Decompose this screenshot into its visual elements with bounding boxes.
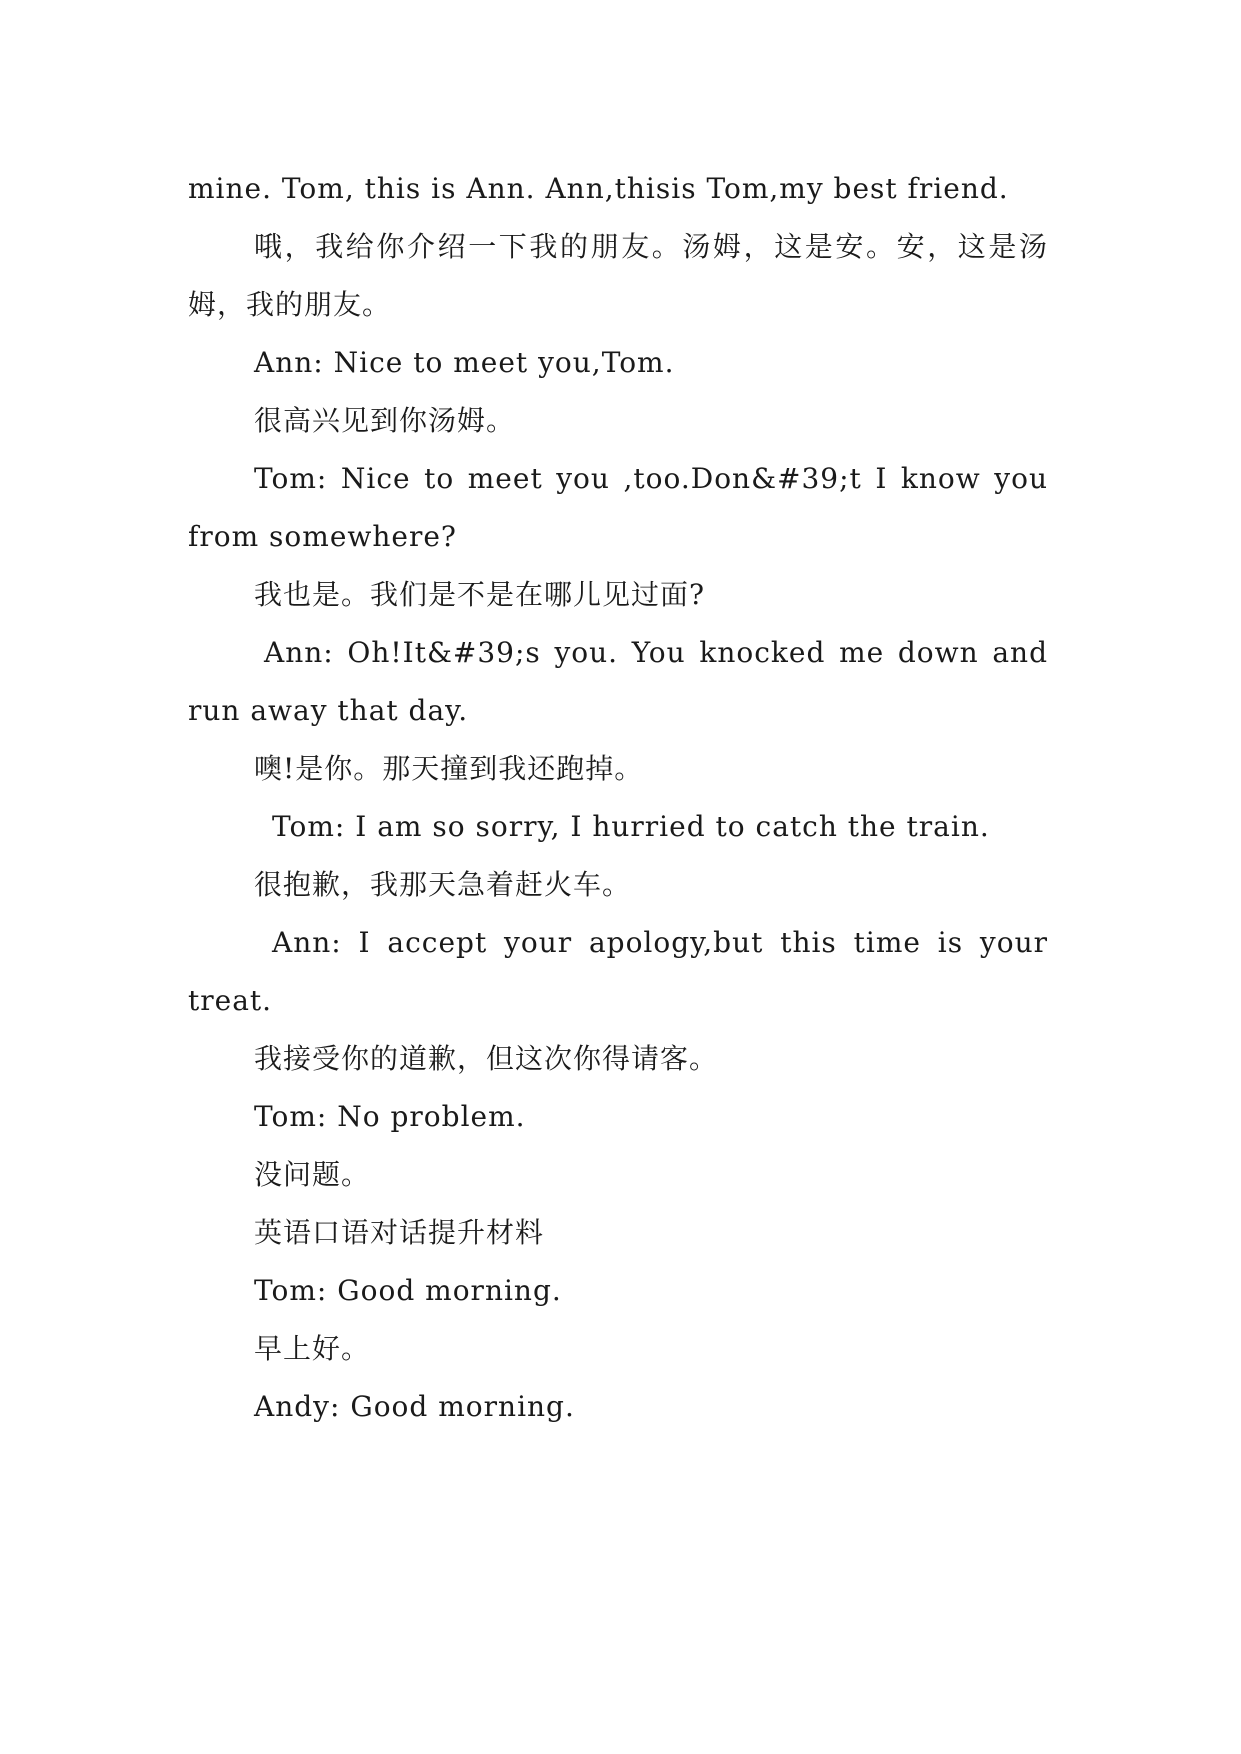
dialogue-line-tom: Tom: Nice to meet you ,too.Don&#39;t I know you from somewhere? [188,462,1048,553]
paragraph-intro-translation: 哦，我给你介绍一下我的朋友。汤姆，这是安。安，这是汤姆，我的朋友。 [188,230,1048,321]
section-heading: 英语口语对话提升材料 [254,1216,545,1249]
dialogue-line-tom: Tom: No problem. [254,1100,526,1133]
dialogue-translation: 噢!是你。那天撞到我还跑掉。 [254,752,644,785]
dialogue-translation: 早上好。 [254,1332,371,1365]
dialogue-line-ann: Ann: I accept your apology,but this time is your treat. [188,926,1048,1017]
dialogue-line-ann: Ann: Oh!It&#39;s you. You knocked me down and run away that day. [188,636,1048,727]
document-body [188,160,1048,1436]
dialogue-translation: 很高兴见到你汤姆。 [254,404,516,437]
dialogue-translation: 很抱歉，我那天急着赶火车。 [254,868,632,901]
dialogue-line-tom: Tom: Good morning. [254,1274,562,1307]
dialogue-line-andy: Andy: Good morning. [254,1390,575,1423]
dialogue-translation: 我也是。我们是不是在哪儿见过面? [254,578,706,611]
dialogue-line-ann: Ann: Nice to meet you,Tom. [254,346,675,379]
dialogue-translation: 没问题。 [254,1158,371,1191]
paragraph-intro-continued: mine. Tom, this is Ann. Ann,thisis Tom,my best friend. [188,172,1009,205]
dialogue-translation: 我接受你的道歉，但这次你得请客。 [254,1042,719,1075]
dialogue-line-tom: Tom: I am so sorry, I hurried to catch the train. [272,810,990,843]
